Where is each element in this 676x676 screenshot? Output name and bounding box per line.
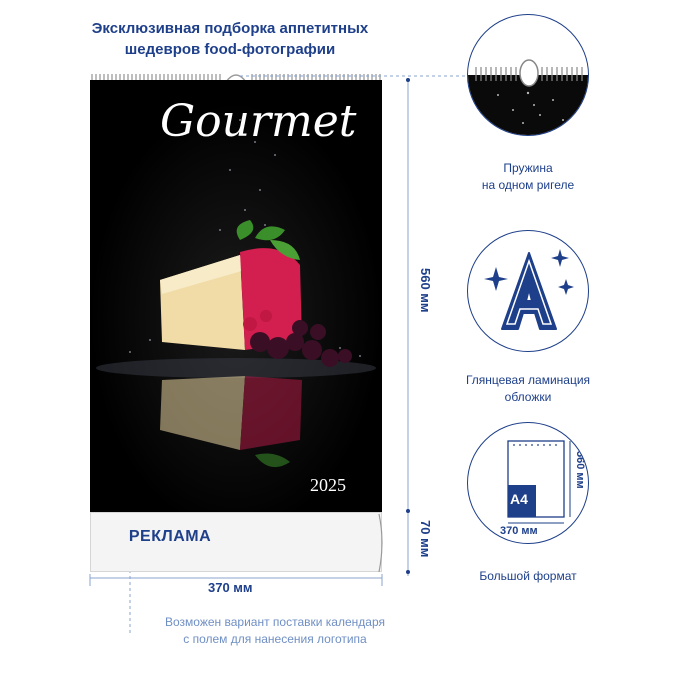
headline xyxy=(40,18,420,60)
spiral-detail-icon xyxy=(468,15,589,136)
height-main-label: 560 мм xyxy=(418,268,433,313)
spiral-detail-circle xyxy=(467,14,589,136)
spiral-caption: Пружина на одном ригеле xyxy=(481,161,575,192)
ad-label: РЕКЛАМА xyxy=(128,528,212,545)
format-a4-label: A4 xyxy=(510,491,528,507)
lamination-caption: Глянцевая ламинация обложки xyxy=(465,373,591,404)
height-dimension-lines xyxy=(398,76,418,576)
connector-line xyxy=(236,70,476,86)
ad-spiral xyxy=(375,512,387,576)
format-width-label: 370 мм xyxy=(500,525,538,537)
gloss-letter-icon xyxy=(468,231,589,352)
headline-line-1: Эксклюзивная подборка аппетитных xyxy=(91,20,369,37)
footnote: Возможен вариант поставки календаря с полем для нанесения логотипа xyxy=(165,615,385,646)
format-height-label: 560 мм xyxy=(574,451,586,489)
cover-title: Gourmet xyxy=(160,96,357,147)
format-circle xyxy=(467,422,589,544)
lamination-circle xyxy=(467,230,589,352)
format-caption: Большой формат xyxy=(479,569,577,583)
width-label: 370 мм xyxy=(208,580,253,595)
cover-year: 2025 xyxy=(310,475,346,495)
headline-line-2: шедевров food-фотографии xyxy=(124,41,336,58)
height-ad-label: 70 мм xyxy=(418,520,433,558)
